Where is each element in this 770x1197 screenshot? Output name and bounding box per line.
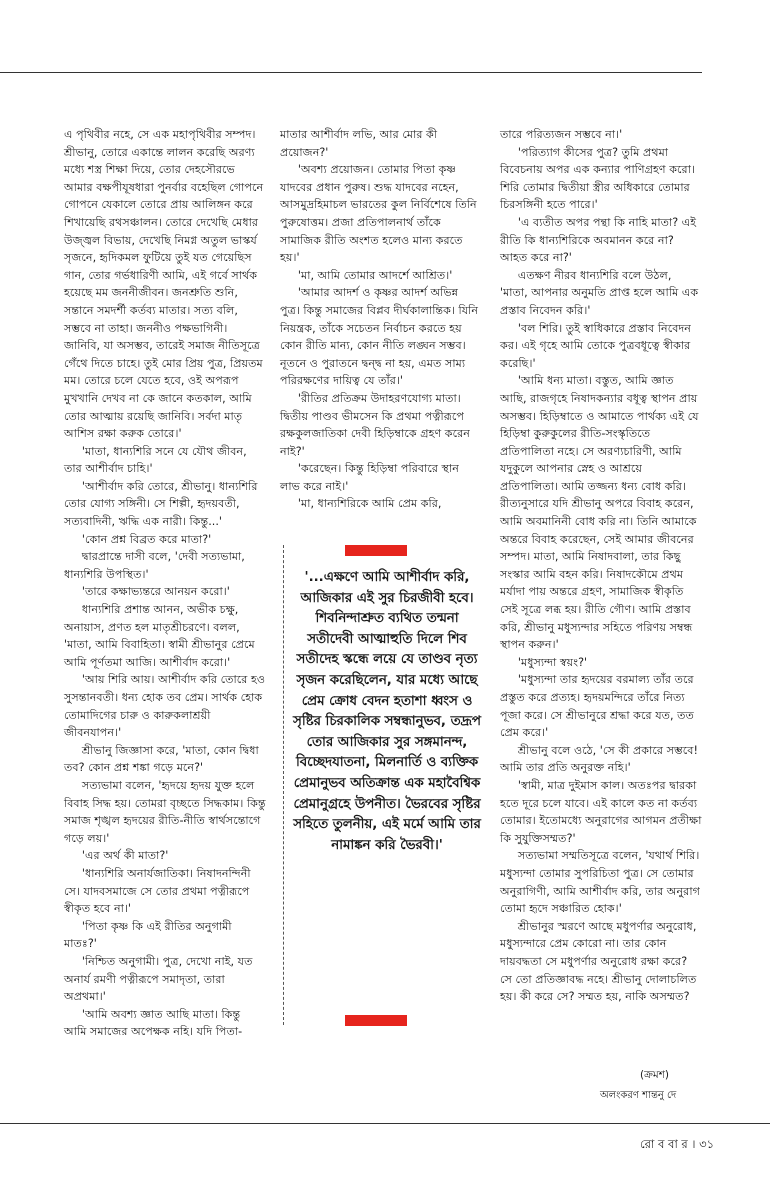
paragraph: তারে পরিত্যজন সম্ভবে না।' [500, 128, 623, 141]
paragraph: 'পিতা কৃষ্ণ কি এই রীতির অনুগামী মাতঃ?' [64, 919, 232, 951]
paragraph: সত্যভামা সম্মতিসূত্রে বলেন, 'যথার্থ শিরি। মধুস্যন্দা তোমার সুপরিচিতা পুত্র। সে তোমার অনুরাগিণী, আমি আশীর্বাদ করি, তার অনুরাগ তোমা হৃদে সঞ্চারিত হোক।' [500, 849, 700, 916]
paragraph: 'পরিত্যাগ কীসের পুত্র? তুমি প্রথমা বিবেচনায় অপর এক কন্যার পাণিগ্রহণ করো। শিরি তোমার দ্বিতীয়া স্ত্রীর অধিকারে তোমার চিরসঙ্গিনী হতে পারে।' [500, 145, 695, 212]
paragraph: শ্রীভানুর স্মরণে আছে মধুপর্ণার অনুরোধ, মধুস্যন্দারে প্রেম কোরো না। তার কোন দায়বদ্ধতা সে মধুপর্ণার অনুরোধ রক্ষা করে? সে তো প্রতিজ্ঞাবদ্ধ নহে। শ্রীভানু দোলাচলিত হয়। কী করে সে? সম্মত হয়, নাকি অসম্মত? [500, 919, 697, 1004]
paragraph: এ পৃথিবীর নহে, সে এক মহাপৃথিবীর সম্পদ। শ্রীভানু, তোরে একান্তে লালন করেছি অরণ্য মধ্যে শস্ত্র শিক্ষা দিয়ে, তোর দেহসৌরভে আমার বক্ষপীযূষধারা পুনর্বার বহেছিল গোপনে গোপনে যেকালে তোরে প্রায় আলিঙ্গন করে শিখায়েছি রথসঞ্চালন। তোরে দেখেছি মেধার উজ্জ্বল বিভায়, দেখেছি নিমগ্ন অতুল ভাস্কর্য সৃজনে, হৃদিকমল ফুটিয়ে তুই যত গেয়েছিস গান, তোর গর্ভধারিণী আমি, এই গর্বে সার্থক হয়েছে মম জননীজীবন। জনশ্রুতি শুনি, সন্তানে সমদর্শী কর্তব্য মাতার। সত্য বলি, সম্ভবে না তাহা। জননীও পক্ষভাগিনী। জানিবি, যা অসম্ভব, তারেই সমাজ নীতিসূত্রে গেঁথে দিতে চাহে। তুই মোর প্রিয় পুত্র, প্রিয়তম মম। তোরে চলে যেতে হবে, ওই অপরূপ মুখখানি দেখব না কে জানে কতকাল, আমি তোর আত্মায় রয়েছি জানিবি। সর্বদা মাতৃ আশিস রক্ষা করুক তোরে।' [64, 128, 264, 441]
paragraph: 'নিশ্চিত অনুগামী। পুত্র, দেখো নাই, যত অনার্য রমণী পত্নীরূপে সমাদৃতা, তারা অপ্রথমা।' [64, 954, 253, 1004]
paragraph: 'ধান্যশিরি অনার্যজাতিকা। নিষাদনন্দিনী সে। যাদবসমাজে সে তোর প্রথমা পত্নীরূপে স্বীকৃত হবে না।' [64, 866, 251, 916]
paragraph: 'আমি অবশ্য জ্ঞাত আছি মাতা। কিন্তু আমি সমাজের অপেক্ষক নহি। যদি পিতা- [64, 1007, 243, 1039]
column-3 [500, 126, 702, 1006]
column-2 [280, 126, 480, 513]
paragraph: 'করেছেন। কিন্তু হিড়িম্বা পরিবারে স্থান লাভ করে নাই।' [280, 462, 459, 493]
paragraph: 'অবশ্য প্রয়োজন। তোমার পিতা কৃষ্ণ যাদবের প্রধান পুরুষ। শুদ্ধ যাদবের নহেন, আসমুদ্রহিমাচল ভারতের কুল নির্বিশেষে তিনি পুরুষোত্তম। প্রজা প্রতিপালনার্থ তাঁকে সামাজিক রীতি অংশত হলেও মান্য করতে হয়।' [280, 163, 477, 265]
paragraph: 'আমার আদর্শ ও কৃষ্ণর আদর্শ অভিন্ন পুত্র। কিন্তু সমাজের বিপ্লব দীর্ঘকালান্তিক। যিনি নিয়ন্ত্রক, তাঁকে সচেতন নির্বাচন করতে হয় কোন রীতি মান্য, কোন নীতি লঙ্ঘন সম্ভব। নূতনে ও পুরাতনে দ্বন্দ্ব না হয়, এমত সাম্য পরিরক্ষণের দায়িত্ব যে তাঁর।' [280, 286, 479, 388]
paragraph: 'মাতা, ধান্যশিরি সনে যে যৌথ জীবন, তার আশীর্বাদ চাহি।' [64, 444, 247, 476]
paragraph: 'আশীর্বাদ করি তোরে, শ্রীভানু। ধান্যশিরি তোর যোগ্য সঙ্গিনী। সে শিল্পী, হৃদয়বতী, সত্যবাদিনী, ঋদ্ধি এক নারী। কিন্তু...' [64, 479, 258, 529]
page-folio: রো ব বা র । ৩১ [640, 1137, 715, 1151]
paragraph: শ্রীভানু জিজ্ঞাসা করে, 'মাতা, কোন দ্বিধা তব? কোন প্রশ্ন শঙ্কা গড়ে মনে?' [64, 743, 259, 775]
illustration-credit: অলংকরণ শান্তনু দে [600, 1090, 677, 1101]
paragraph: 'স্বামী, মাত্র দুইমাস কাল। অতঃপর দ্বারকা হতে দূরে চলে যাবে। এই কালে কত না কর্তব্য তোমার। ইতোমধ্যে অনুরাগের আগমন প্রতীক্ষা কি সুযুক্তিসম্মত?' [500, 778, 702, 845]
pull-quote-bottom-bar [345, 1015, 407, 1026]
pull-quote: '...এক্ষণে আমি আশীর্বাদ করি, আজিকার এই সুর চিরজীবী হবে। শিবনিন্দাশ্রুত ব্যথিত তন্মনা সতীদেবী আত্মাহুতি দিলে শিব সতীদেহ স্কন্ধে লয়ে যে তাণ্ডব নৃত্য সৃজন করেছিলেন, যার মধ্যে আছে প্রেম ক্রোধ বেদন হতাশা ধ্বংস ও সৃষ্টির চিরকালিক সম্বন্ধানুভব, তদ্রূপ তোর আজিকার সুর সঙ্গমানন্দ, বিচ্ছেদযাতনা, মিলনার্তি ও ব্যক্তিক প্রেমানুভব অতিক্রান্ত এক মহাবৈশ্বিক প্রেমানুগ্রহে উপনীত। ভৈরবের সৃষ্টির সহিতে তুলনীয়, এই মর্মে আমি তার নামাঙ্কন করি ভৈরবী।' [293, 570, 481, 853]
series-continued-label: (ক্রমশ) [640, 1069, 670, 1081]
paragraph: 'বল শিরি। তুই স্বাধিকারে প্রস্তাব নিবেদন কর। এই গৃহে আমি তোকে পুত্রবধূত্বে স্বীকার করেছি।' [500, 321, 691, 370]
top-rule [0, 72, 702, 73]
paragraph: সত্যভামা বলেন, 'হৃদয়ে হৃদয় যুক্ত হলে বিবাহ সিদ্ধ হয়। তোমরা বৃচ্ছতে সিদ্ধকাম। কিন্তু সমাজ শৃঙ্খল হৃদয়ের রীতি-নীতি স্বার্থসন্তোগে গড়ে লয়।' [64, 778, 266, 845]
paragraph: 'এ ব্যতীত অপর পন্থা কি নাহি মাতা? এই রীতি কি ধান্যশিরিকে অবমানন করে না? আহত করে না?' [500, 215, 697, 265]
paragraph: ধান্যশিরি প্রশান্ত আনন, অভীক চক্ষু, অনায়াস, প্রণত হল মাতৃশ্রীচরণে। বলল, 'মাতা, আমি বিবাহিতা। স্বামী শ্রীভানুর প্রেমে আমি পূর্ণতমা আজি। আশীর্বাদ করো।' [64, 603, 255, 669]
pull-quote-top-bar [345, 545, 407, 556]
paragraph: 'রীতির প্রতিক্রম উদাহরণযোগ্য মাতা। দ্বিতীয় পাণ্ডব ভীমসেন কি প্রথমা পত্নীরূপে রক্ষকুলজাতিকা দেবী হিড়িম্বাকে গ্রহণ করেন নাই?' [280, 391, 470, 458]
paragraph: 'এর অর্থ কী মাতা?' [81, 849, 169, 863]
paragraph: শ্রীভানু বলে ওঠে, 'সে কী প্রকারে সম্ভবে! আমি তার প্রতি অনুরক্ত নহি।' [500, 743, 699, 775]
paragraph: 'আয় শিরি আয়। আশীর্বাদ করি তোরে হও সুসন্তানবতী। ধন্য হোক তব প্রেম। সার্থক হোক তোমাদিগের চারু ও কারুকলাশ্রয়ী জীবনযাপন।' [64, 673, 266, 740]
paragraph: এতক্ষণ নীরব ধান্যশিরি বলে উঠল, 'মাতা, আপনার অনুমতি প্রাপ্ত হলে আমি এক প্রস্তাব নিবেদন করি।' [500, 268, 699, 317]
bottom-rule [0, 1123, 770, 1124]
paragraph: 'মধুস্যন্দা স্বয়ং?' [517, 655, 588, 669]
paragraph: 'মা, আমি তোমার আদর্শে আশ্রিত।' [297, 268, 453, 282]
paragraph: 'মধুস্যন্দা তার হৃদয়ের বরমাল্য তাঁর তরে প্রস্তুত করে প্রত্যহ। হৃদয়মন্দিরে তাঁরে নিত্য পূজা করে। সে শ্রীভানুরে শ্রদ্ধা করে যত, তত প্রেম করে।' [500, 673, 694, 740]
column-1 [64, 126, 266, 1041]
paragraph: 'আমি ধন্য মাতা। বস্তুত, আমি জ্ঞাত আছি, রাজগৃহে নিষাদকন্যার বধূত্ব স্থাপন প্রায় অসম্ভব। হিড়িম্বাতে ও আমাতে পার্থক্য এই যে হিড়িম্বা কুরুকুলের রীতি-সংস্কৃতিতে প্রতিপালিতা নহে। সে অরণ্যচারিণী, আমি যদুকুলে আপনার স্নেহ ও আশ্রয়ে প্রতিপালিতা। আমি তজ্জন্য ধন্য বোধ করি। রীত্যনুসারে যদি শ্রীভানু অপরে বিবাহ করেন, আমি অবমানিনী বোধ করি না। তিনি আমাকে অন্তরে বিবাহ করেছেন, সেই আমার জীবনের সম্পদ। মাতা, আমি নিষাদবালা, তার কিছু সংস্কার আমি বহন করি। নিষাদকৌমে প্রথম মর্যাদা পায় অন্তরে গ্রহণ, সামাজিক স্বীকৃতি সেই সূত্রে লব্ধ হয়। রীতি গৌণ। আমি প্রস্তাব করি, শ্রীভানু মধুস্যন্দার সহিতে পরিণয় সম্বন্ধ স্থাপন করুন।' [500, 374, 699, 652]
paragraph: 'কোন প্রশ্ন বিব্রত করে মাতা?' [81, 532, 212, 546]
paragraph: মাতার আশীর্বাদ লভি, আর মোর কী প্রয়োজন?' [280, 128, 438, 159]
paragraph: দ্বারপ্রান্তে দাসী বলে, 'দেবী সত্যভামা, ধান্যশিরি উপস্থিত।' [64, 550, 245, 581]
paragraph: 'তারে কক্ষাভ্যন্তরে আনয়ন করো।' [81, 585, 230, 599]
paragraph: 'মা, ধান্যশিরিকে আমি প্রেম করি, [297, 497, 442, 511]
